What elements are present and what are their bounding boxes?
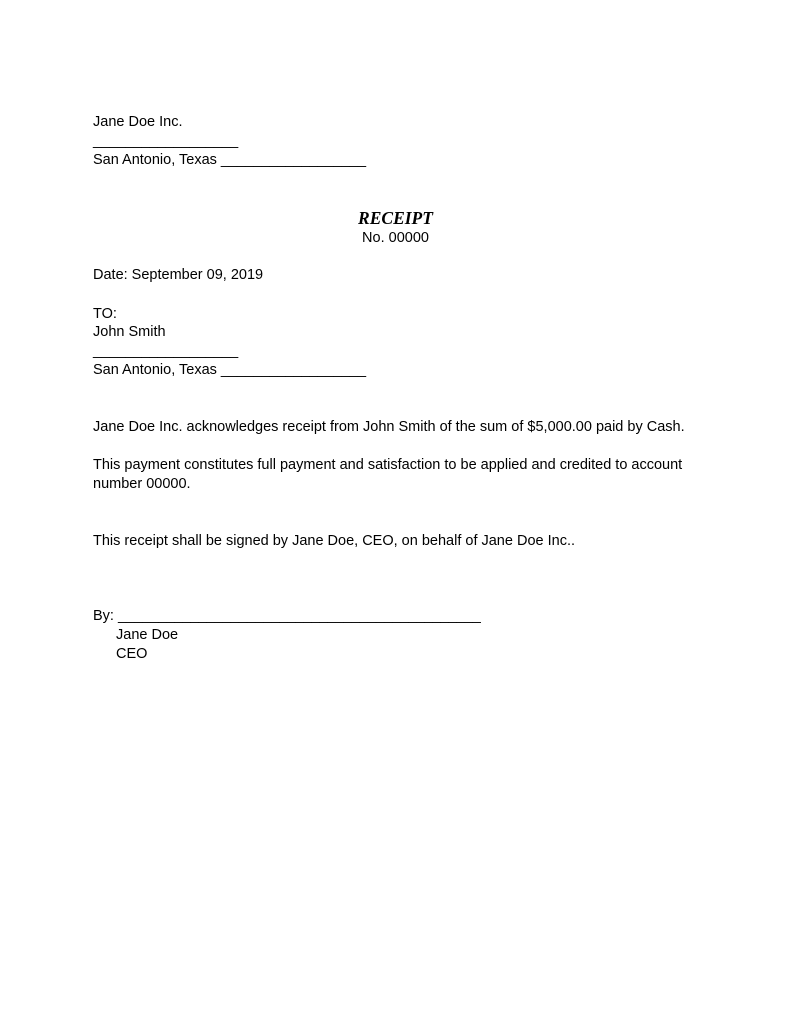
signer-title: CEO bbox=[116, 646, 148, 662]
sender-address-blank: __________________ bbox=[93, 133, 239, 149]
signing-statement: This receipt shall be signed by Jane Doe, CEO, on behalf of Jane Doe Inc.. bbox=[93, 533, 575, 549]
signature-by-line: By: _____________________________________________ bbox=[93, 608, 481, 624]
receipt-number: No. 00000 bbox=[362, 230, 429, 246]
recipient-to-label: TO: bbox=[93, 306, 117, 322]
payment-paragraph-line-1: This payment constitutes full payment and satisfaction to be applied and credited to account bbox=[93, 457, 683, 473]
signer-name: Jane Doe bbox=[116, 627, 179, 643]
receipt-date: Date: September 09, 2019 bbox=[93, 267, 264, 283]
recipient-name: John Smith bbox=[93, 324, 166, 340]
payment-paragraph-line-2: number 00000. bbox=[93, 476, 191, 492]
recipient-city-line: San Antonio, Texas __________________ bbox=[93, 362, 367, 378]
sender-city-line: San Antonio, Texas __________________ bbox=[93, 152, 367, 168]
acknowledgement-paragraph: Jane Doe Inc. acknowledges receipt from John Smith of the sum of $5,000.00 paid by Cash. bbox=[93, 419, 685, 435]
sender-company: Jane Doe Inc. bbox=[93, 114, 183, 130]
receipt-title: RECEIPT bbox=[358, 208, 433, 228]
recipient-address-blank: __________________ bbox=[93, 343, 239, 359]
